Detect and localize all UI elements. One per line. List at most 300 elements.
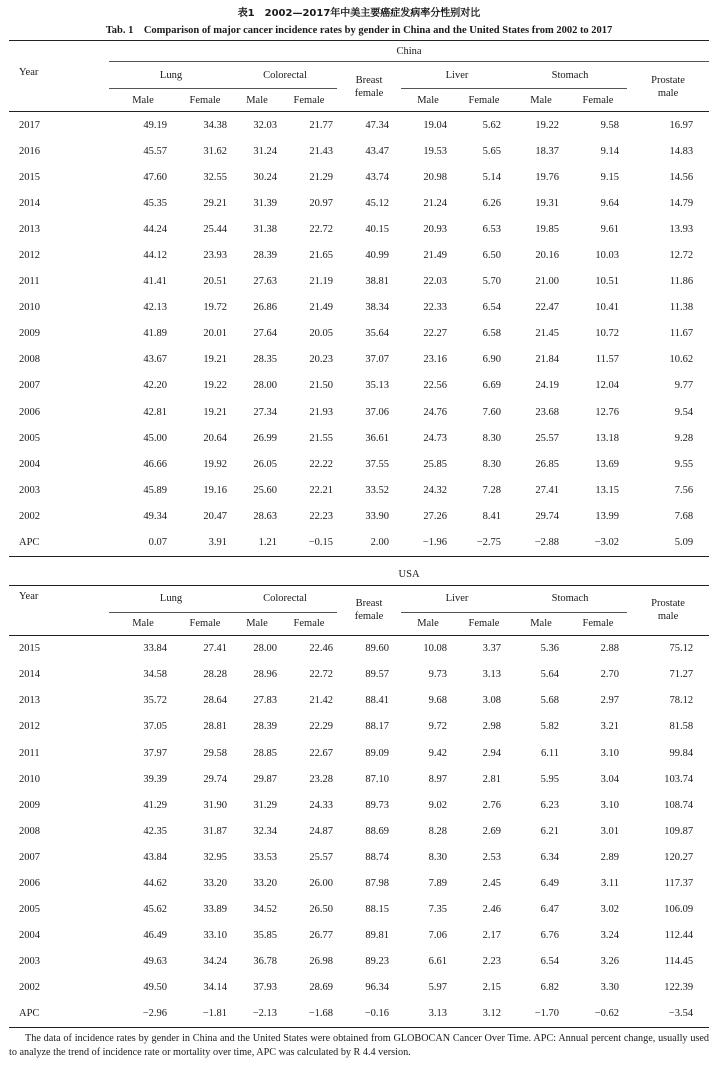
- region-label-usa: USA: [398, 569, 420, 581]
- sub-header-male: Male: [132, 94, 154, 106]
- value-cell: −3.54: [668, 1008, 694, 1020]
- row-year-cell: 2007: [19, 380, 40, 392]
- value-cell: 21.93: [309, 406, 333, 418]
- value-cell: 25.85: [423, 458, 447, 470]
- value-cell: 42.81: [143, 406, 167, 418]
- value-cell: 22.03: [423, 276, 447, 288]
- value-cell: 6.69: [482, 380, 501, 392]
- table-row: [9, 399, 709, 425]
- value-cell: 3.02: [600, 904, 619, 916]
- value-cell: 3.13: [428, 1008, 447, 1020]
- sub-header-male: Male: [417, 94, 439, 106]
- value-cell: −2.96: [142, 1008, 167, 1020]
- value-cell: 25.57: [309, 851, 333, 863]
- value-cell: 29.21: [203, 197, 227, 209]
- value-cell: 27.83: [253, 695, 277, 707]
- value-cell: 33.20: [203, 877, 227, 889]
- table-row: [9, 1001, 709, 1028]
- value-cell: 22.29: [309, 721, 333, 733]
- row-year-cell: 2005: [19, 904, 40, 916]
- value-cell: 99.84: [669, 747, 694, 759]
- value-cell: 6.82: [540, 982, 559, 994]
- table-row: [9, 112, 709, 139]
- value-cell: 10.51: [595, 276, 619, 288]
- value-cell: 43.84: [143, 851, 167, 863]
- value-cell: 33.84: [143, 643, 167, 655]
- value-cell: 34.38: [203, 119, 227, 131]
- value-cell: 3.26: [600, 956, 619, 968]
- value-cell: 28.39: [253, 721, 277, 733]
- table-row: [9, 688, 709, 714]
- row-year-cell: 2014: [19, 669, 40, 681]
- value-cell: 21.55: [309, 432, 333, 444]
- sub-header-female: Female: [468, 94, 500, 106]
- value-cell: 106.09: [664, 904, 694, 916]
- value-cell: 38.34: [365, 302, 389, 314]
- value-cell: 33.89: [203, 904, 227, 916]
- table-row: [9, 373, 709, 399]
- value-cell: 49.19: [143, 119, 167, 131]
- value-cell: 7.06: [428, 930, 447, 942]
- value-cell: 32.55: [203, 171, 227, 183]
- value-cell: 1.21: [258, 537, 277, 549]
- liver-header: Liver: [401, 62, 513, 89]
- value-cell: 8.30: [482, 458, 501, 470]
- value-cell: 3.10: [600, 799, 619, 811]
- value-cell: 22.72: [309, 223, 333, 235]
- value-cell: 20.23: [309, 354, 333, 366]
- value-cell: 33.90: [365, 510, 389, 522]
- value-cell: 6.90: [482, 354, 501, 366]
- value-cell: 23.68: [535, 406, 559, 418]
- table-row: [9, 242, 709, 268]
- value-cell: 26.86: [253, 302, 277, 314]
- value-cell: 32.34: [253, 825, 277, 837]
- value-cell: 25.57: [535, 432, 559, 444]
- value-cell: 10.72: [595, 328, 619, 340]
- value-cell: 2.76: [482, 799, 501, 811]
- table-row: [9, 425, 709, 451]
- value-cell: 87.10: [365, 773, 389, 785]
- row-year-cell: 2003: [19, 956, 40, 968]
- table-title-english: Tab. 1 Comparison of major cancer incidence rates by gender in China and the United States from 2002 to 2017: [105, 25, 613, 36]
- table-row: [9, 923, 709, 949]
- value-cell: 12.04: [595, 380, 619, 392]
- value-cell: 28.00: [253, 643, 277, 655]
- value-cell: −2.13: [252, 1008, 277, 1020]
- sub-header-male: Male: [246, 94, 268, 106]
- value-cell: 6.54: [482, 302, 501, 314]
- value-cell: 3.12: [482, 1008, 501, 1020]
- year-header: Year: [9, 62, 109, 112]
- value-cell: 75.12: [669, 643, 694, 655]
- value-cell: 13.93: [669, 223, 694, 235]
- value-cell: 27.41: [203, 643, 227, 655]
- value-cell: 6.50: [482, 250, 501, 262]
- value-cell: 32.03: [253, 119, 277, 131]
- value-cell: 21.42: [309, 695, 333, 707]
- value-cell: 22.67: [309, 747, 333, 759]
- table-row: [9, 164, 709, 190]
- value-cell: 3.30: [600, 982, 619, 994]
- value-cell: −0.62: [594, 1008, 619, 1020]
- row-year-cell: 2013: [19, 223, 40, 235]
- value-cell: 6.58: [482, 328, 501, 340]
- value-cell: 8.28: [428, 825, 447, 837]
- value-cell: 3.01: [600, 825, 619, 837]
- value-cell: 3.08: [482, 695, 501, 707]
- value-cell: 20.47: [203, 510, 227, 522]
- value-cell: 37.06: [365, 406, 389, 418]
- prostate-male-header: Prostate male: [627, 585, 709, 635]
- sub-header-female: Female: [293, 618, 325, 630]
- value-cell: 28.00: [253, 380, 277, 392]
- row-year-cell: 2015: [19, 171, 40, 183]
- value-cell: 19.22: [535, 119, 559, 131]
- table-footnote: The data of incidence rates by gender in China and the United States were obtained from GLOBOCAN Cancer Over Time. APC: Annual percent change, usually used to analyze the trend of incidence rate or mortality over time, APC was calculated by R 4.4 version.: [9, 1033, 709, 1058]
- value-cell: 88.41: [365, 695, 389, 707]
- value-cell: 19.22: [203, 380, 227, 392]
- table-title-chinese: 表1 2002—2017年中美主要癌症发病率分性别对比: [237, 8, 481, 19]
- value-cell: 21.43: [309, 145, 333, 157]
- value-cell: 109.87: [664, 825, 694, 837]
- value-cell: 29.87: [253, 773, 277, 785]
- value-cell: 5.70: [482, 276, 501, 288]
- row-year-cell: 2016: [19, 145, 40, 157]
- value-cell: 34.14: [203, 982, 227, 994]
- value-cell: −2.75: [476, 537, 501, 549]
- value-cell: 21.24: [423, 197, 447, 209]
- table-row: [9, 530, 709, 557]
- value-cell: 89.57: [365, 669, 389, 681]
- value-cell: 13.99: [595, 510, 619, 522]
- table-row: [9, 190, 709, 216]
- value-cell: −1.81: [202, 1008, 227, 1020]
- value-cell: 6.11: [541, 747, 559, 759]
- value-cell: 3.24: [600, 930, 619, 942]
- value-cell: 12.76: [595, 406, 619, 418]
- value-cell: 19.04: [423, 119, 447, 131]
- value-cell: 22.27: [423, 328, 447, 340]
- row-year-cell: APC: [19, 537, 40, 549]
- value-cell: 2.97: [600, 695, 619, 707]
- value-cell: 22.47: [535, 302, 559, 314]
- sub-header-female: Female: [582, 94, 614, 106]
- value-cell: 3.04: [600, 773, 619, 785]
- value-cell: 9.68: [428, 695, 447, 707]
- value-cell: 10.41: [595, 302, 619, 314]
- value-cell: 6.23: [540, 799, 559, 811]
- value-cell: 45.62: [143, 904, 167, 916]
- value-cell: 0.07: [148, 537, 167, 549]
- row-year-cell: 2004: [19, 458, 40, 470]
- value-cell: −1.96: [422, 537, 447, 549]
- value-cell: 28.81: [203, 721, 227, 733]
- table-row: [9, 975, 709, 1001]
- table-row: [9, 897, 709, 923]
- value-cell: 25.44: [203, 223, 227, 235]
- value-cell: 114.45: [664, 956, 694, 968]
- value-cell: 21.49: [423, 250, 447, 262]
- value-cell: 39.39: [143, 773, 167, 785]
- value-cell: 2.15: [482, 982, 501, 994]
- china-data-rows: [9, 112, 709, 557]
- value-cell: 45.12: [365, 197, 389, 209]
- row-year-cell: 2010: [19, 302, 40, 314]
- value-cell: 22.72: [309, 669, 333, 681]
- value-cell: 87.98: [365, 877, 389, 889]
- value-cell: 31.90: [203, 799, 227, 811]
- value-cell: 38.81: [365, 276, 389, 288]
- value-cell: 9.02: [428, 799, 447, 811]
- row-year-cell: 2008: [19, 354, 40, 366]
- value-cell: 7.60: [482, 406, 501, 418]
- value-cell: 44.12: [143, 250, 167, 262]
- row-year-cell: 2007: [19, 851, 40, 863]
- value-cell: 22.23: [309, 510, 333, 522]
- value-cell: 49.50: [143, 982, 167, 994]
- value-cell: 5.65: [482, 145, 501, 157]
- value-cell: 11.86: [669, 276, 694, 288]
- value-cell: 14.83: [669, 145, 694, 157]
- value-cell: 42.20: [143, 380, 167, 392]
- year-header: Year: [9, 585, 109, 635]
- table-row: [9, 321, 709, 347]
- value-cell: 5.97: [428, 982, 447, 994]
- table-row: [9, 792, 709, 818]
- value-cell: 23.93: [203, 250, 227, 262]
- value-cell: 2.53: [482, 851, 501, 863]
- table-row: [9, 269, 709, 295]
- value-cell: 33.20: [253, 877, 277, 889]
- value-cell: 46.49: [143, 930, 167, 942]
- value-cell: 16.97: [669, 119, 694, 131]
- table-row: [9, 818, 709, 844]
- value-cell: 27.34: [253, 406, 277, 418]
- value-cell: 22.21: [309, 484, 333, 496]
- value-cell: 37.97: [143, 747, 167, 759]
- table-row: [9, 766, 709, 792]
- value-cell: 26.05: [253, 458, 277, 470]
- value-cell: 31.24: [253, 145, 277, 157]
- row-year-cell: 2011: [19, 747, 40, 759]
- value-cell: 42.35: [143, 825, 167, 837]
- value-cell: 27.64: [253, 328, 277, 340]
- value-cell: 5.36: [540, 643, 559, 655]
- value-cell: 2.89: [600, 851, 619, 863]
- value-cell: 20.98: [423, 171, 447, 183]
- value-cell: 40.15: [365, 223, 389, 235]
- value-cell: 3.10: [600, 747, 619, 759]
- value-cell: 3.21: [600, 721, 619, 733]
- value-cell: 22.56: [423, 380, 447, 392]
- row-year-cell: 2017: [19, 119, 40, 131]
- value-cell: 8.41: [482, 510, 501, 522]
- value-cell: 35.72: [143, 695, 167, 707]
- value-cell: 9.15: [600, 171, 619, 183]
- sub-header-male: Male: [530, 618, 552, 630]
- value-cell: 2.70: [600, 669, 619, 681]
- value-cell: 6.21: [540, 825, 559, 837]
- value-cell: 19.53: [423, 145, 447, 157]
- value-cell: 21.00: [535, 276, 559, 288]
- value-cell: 10.62: [669, 354, 694, 366]
- value-cell: 9.64: [600, 197, 619, 209]
- value-cell: 6.34: [540, 851, 559, 863]
- value-cell: 43.74: [365, 171, 389, 183]
- value-cell: 12.72: [669, 250, 694, 262]
- value-cell: 21.84: [535, 354, 559, 366]
- value-cell: 6.54: [540, 956, 559, 968]
- value-cell: 44.62: [143, 877, 167, 889]
- value-cell: 45.89: [143, 484, 167, 496]
- value-cell: 41.29: [143, 799, 167, 811]
- table-row: [9, 216, 709, 242]
- row-year-cell: 2012: [19, 250, 40, 262]
- value-cell: 20.05: [309, 328, 333, 340]
- value-cell: 21.65: [309, 250, 333, 262]
- value-cell: 5.95: [540, 773, 559, 785]
- value-cell: 88.74: [365, 851, 389, 863]
- value-cell: 6.53: [482, 223, 501, 235]
- value-cell: 19.72: [203, 302, 227, 314]
- value-cell: 35.13: [365, 380, 389, 392]
- value-cell: 13.15: [595, 484, 619, 496]
- row-year-cell: 2010: [19, 773, 40, 785]
- value-cell: 26.98: [309, 956, 333, 968]
- value-cell: −2.88: [534, 537, 559, 549]
- sub-header-female: Female: [189, 618, 221, 630]
- value-cell: 108.74: [664, 799, 694, 811]
- value-cell: 3.11: [601, 877, 619, 889]
- value-cell: 33.10: [203, 930, 227, 942]
- liver-header: Liver: [401, 585, 513, 612]
- value-cell: 71.27: [669, 669, 694, 681]
- value-cell: 3.37: [482, 643, 501, 655]
- value-cell: 26.99: [253, 432, 277, 444]
- table-row: [9, 870, 709, 896]
- value-cell: 47.60: [143, 171, 167, 183]
- value-cell: 24.73: [423, 432, 447, 444]
- region-label-china: China: [109, 41, 709, 62]
- value-cell: 2.88: [600, 643, 619, 655]
- sub-header-female: Female: [293, 94, 325, 106]
- value-cell: 31.39: [253, 197, 277, 209]
- value-cell: 28.63: [253, 510, 277, 522]
- breast-female-header: Breast female: [337, 585, 401, 635]
- value-cell: 9.42: [428, 747, 447, 759]
- value-cell: 88.69: [365, 825, 389, 837]
- value-cell: 7.68: [674, 510, 694, 522]
- lung-header: Lung: [109, 62, 233, 89]
- value-cell: 89.23: [365, 956, 389, 968]
- usa-section: [9, 556, 709, 635]
- value-cell: 20.16: [535, 250, 559, 262]
- value-cell: 14.79: [669, 197, 694, 209]
- table-row: [9, 138, 709, 164]
- value-cell: 6.61: [428, 956, 447, 968]
- value-cell: 37.05: [143, 721, 167, 733]
- value-cell: 2.94: [482, 747, 501, 759]
- stomach-header: Stomach: [513, 62, 627, 89]
- value-cell: 7.89: [428, 877, 447, 889]
- value-cell: 9.14: [600, 145, 619, 157]
- sub-header-female: Female: [582, 618, 614, 630]
- value-cell: 81.58: [669, 721, 694, 733]
- value-cell: 28.39: [253, 250, 277, 262]
- value-cell: 88.17: [365, 721, 389, 733]
- table-row: [9, 662, 709, 688]
- table-row: [9, 949, 709, 975]
- value-cell: 6.47: [540, 904, 559, 916]
- value-cell: 11.57: [595, 354, 619, 366]
- value-cell: 43.47: [365, 145, 389, 157]
- value-cell: 37.07: [365, 354, 389, 366]
- row-year-cell: 2004: [19, 930, 40, 942]
- value-cell: 20.01: [203, 328, 227, 340]
- value-cell: 43.67: [143, 354, 167, 366]
- row-year-cell: 2005: [19, 432, 40, 444]
- value-cell: 33.53: [253, 851, 277, 863]
- value-cell: 20.97: [309, 197, 333, 209]
- value-cell: 13.69: [595, 458, 619, 470]
- value-cell: 44.24: [143, 223, 167, 235]
- value-cell: 8.30: [428, 851, 447, 863]
- value-cell: 2.17: [482, 930, 501, 942]
- value-cell: 37.93: [253, 982, 277, 994]
- value-cell: 2.00: [370, 537, 389, 549]
- value-cell: 21.49: [309, 302, 333, 314]
- sub-header-male: Male: [132, 618, 154, 630]
- china-section: [9, 41, 709, 112]
- value-cell: 22.33: [423, 302, 447, 314]
- value-cell: 2.69: [482, 825, 501, 837]
- value-cell: 5.62: [482, 119, 501, 131]
- value-cell: 7.28: [482, 484, 501, 496]
- value-cell: 9.28: [674, 432, 694, 444]
- value-cell: 33.52: [365, 484, 389, 496]
- value-cell: 20.51: [203, 276, 227, 288]
- value-cell: 2.81: [482, 773, 501, 785]
- value-cell: −1.70: [534, 1008, 559, 1020]
- value-cell: 26.50: [309, 904, 333, 916]
- value-cell: 9.72: [428, 721, 447, 733]
- value-cell: 29.74: [203, 773, 227, 785]
- row-year-cell: 2013: [19, 695, 40, 707]
- value-cell: 24.76: [423, 406, 447, 418]
- value-cell: 21.19: [309, 276, 333, 288]
- value-cell: 89.09: [365, 747, 389, 759]
- value-cell: 8.30: [482, 432, 501, 444]
- value-cell: 27.41: [535, 484, 559, 496]
- value-cell: 103.74: [664, 773, 694, 785]
- row-year-cell: 2015: [19, 643, 40, 655]
- value-cell: 26.00: [309, 877, 333, 889]
- value-cell: 28.96: [253, 669, 277, 681]
- value-cell: 19.16: [203, 484, 227, 496]
- value-cell: 35.64: [365, 328, 389, 340]
- value-cell: 45.00: [143, 432, 167, 444]
- value-cell: 5.64: [540, 669, 559, 681]
- value-cell: 22.22: [309, 458, 333, 470]
- value-cell: 28.69: [309, 982, 333, 994]
- value-cell: 21.29: [309, 171, 333, 183]
- value-cell: 5.14: [482, 171, 501, 183]
- value-cell: 14.56: [669, 171, 694, 183]
- value-cell: 34.52: [253, 904, 277, 916]
- table-row: [9, 740, 709, 766]
- value-cell: 19.92: [203, 458, 227, 470]
